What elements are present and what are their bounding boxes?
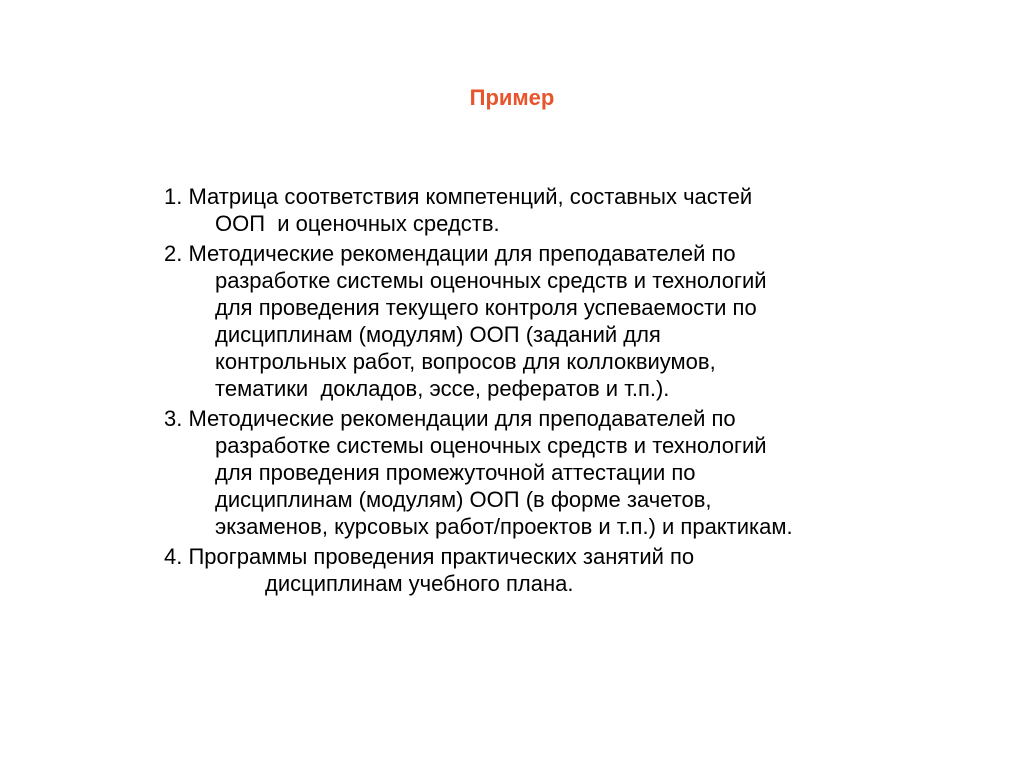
list-item-4 — [164, 543, 1004, 597]
list-item-text: контрольных работ, вопросов для коллоквиумов, — [215, 349, 716, 374]
list-item-text: 3. Методические рекомендации для преподавателей по — [164, 406, 736, 431]
list-item-text: разработке системы оценочных средств и технологий — [215, 268, 767, 293]
list-item-text: ООП и оценочных средств. — [215, 211, 500, 236]
list-item-text: для проведения текущего контроля успеваемости по — [215, 295, 757, 320]
list-item-text: дисциплинам (модулям) ООП (в форме зачетов, — [215, 487, 712, 512]
list-item-2 — [164, 240, 1004, 402]
list-item-text: экзаменов, курсовых работ/проектов и т.п.) и практикам. — [215, 514, 793, 539]
numbered-list — [164, 183, 1004, 600]
list-item-1 — [164, 183, 1004, 237]
list-item-text: для проведения промежуточной аттестации по — [215, 460, 696, 485]
list-item-text: тематики докладов, эссе, рефератов и т.п.). — [215, 376, 670, 401]
list-item-text: дисциплинам (модулям) ООП (заданий для — [215, 322, 661, 347]
list-item-3 — [164, 405, 1004, 540]
list-item-text: разработке системы оценочных средств и технологий — [215, 433, 767, 458]
list-item-text: дисциплинам учебного плана. — [265, 571, 574, 596]
list-item-text: 1. Матрица соответствия компетенций, составных частей — [164, 184, 753, 209]
list-item-text: 2. Методические рекомендации для преподавателей по — [164, 241, 736, 266]
slide-title: Пример — [469, 85, 555, 110]
list-item-text: 4. Программы проведения практических занятий по — [164, 544, 695, 569]
